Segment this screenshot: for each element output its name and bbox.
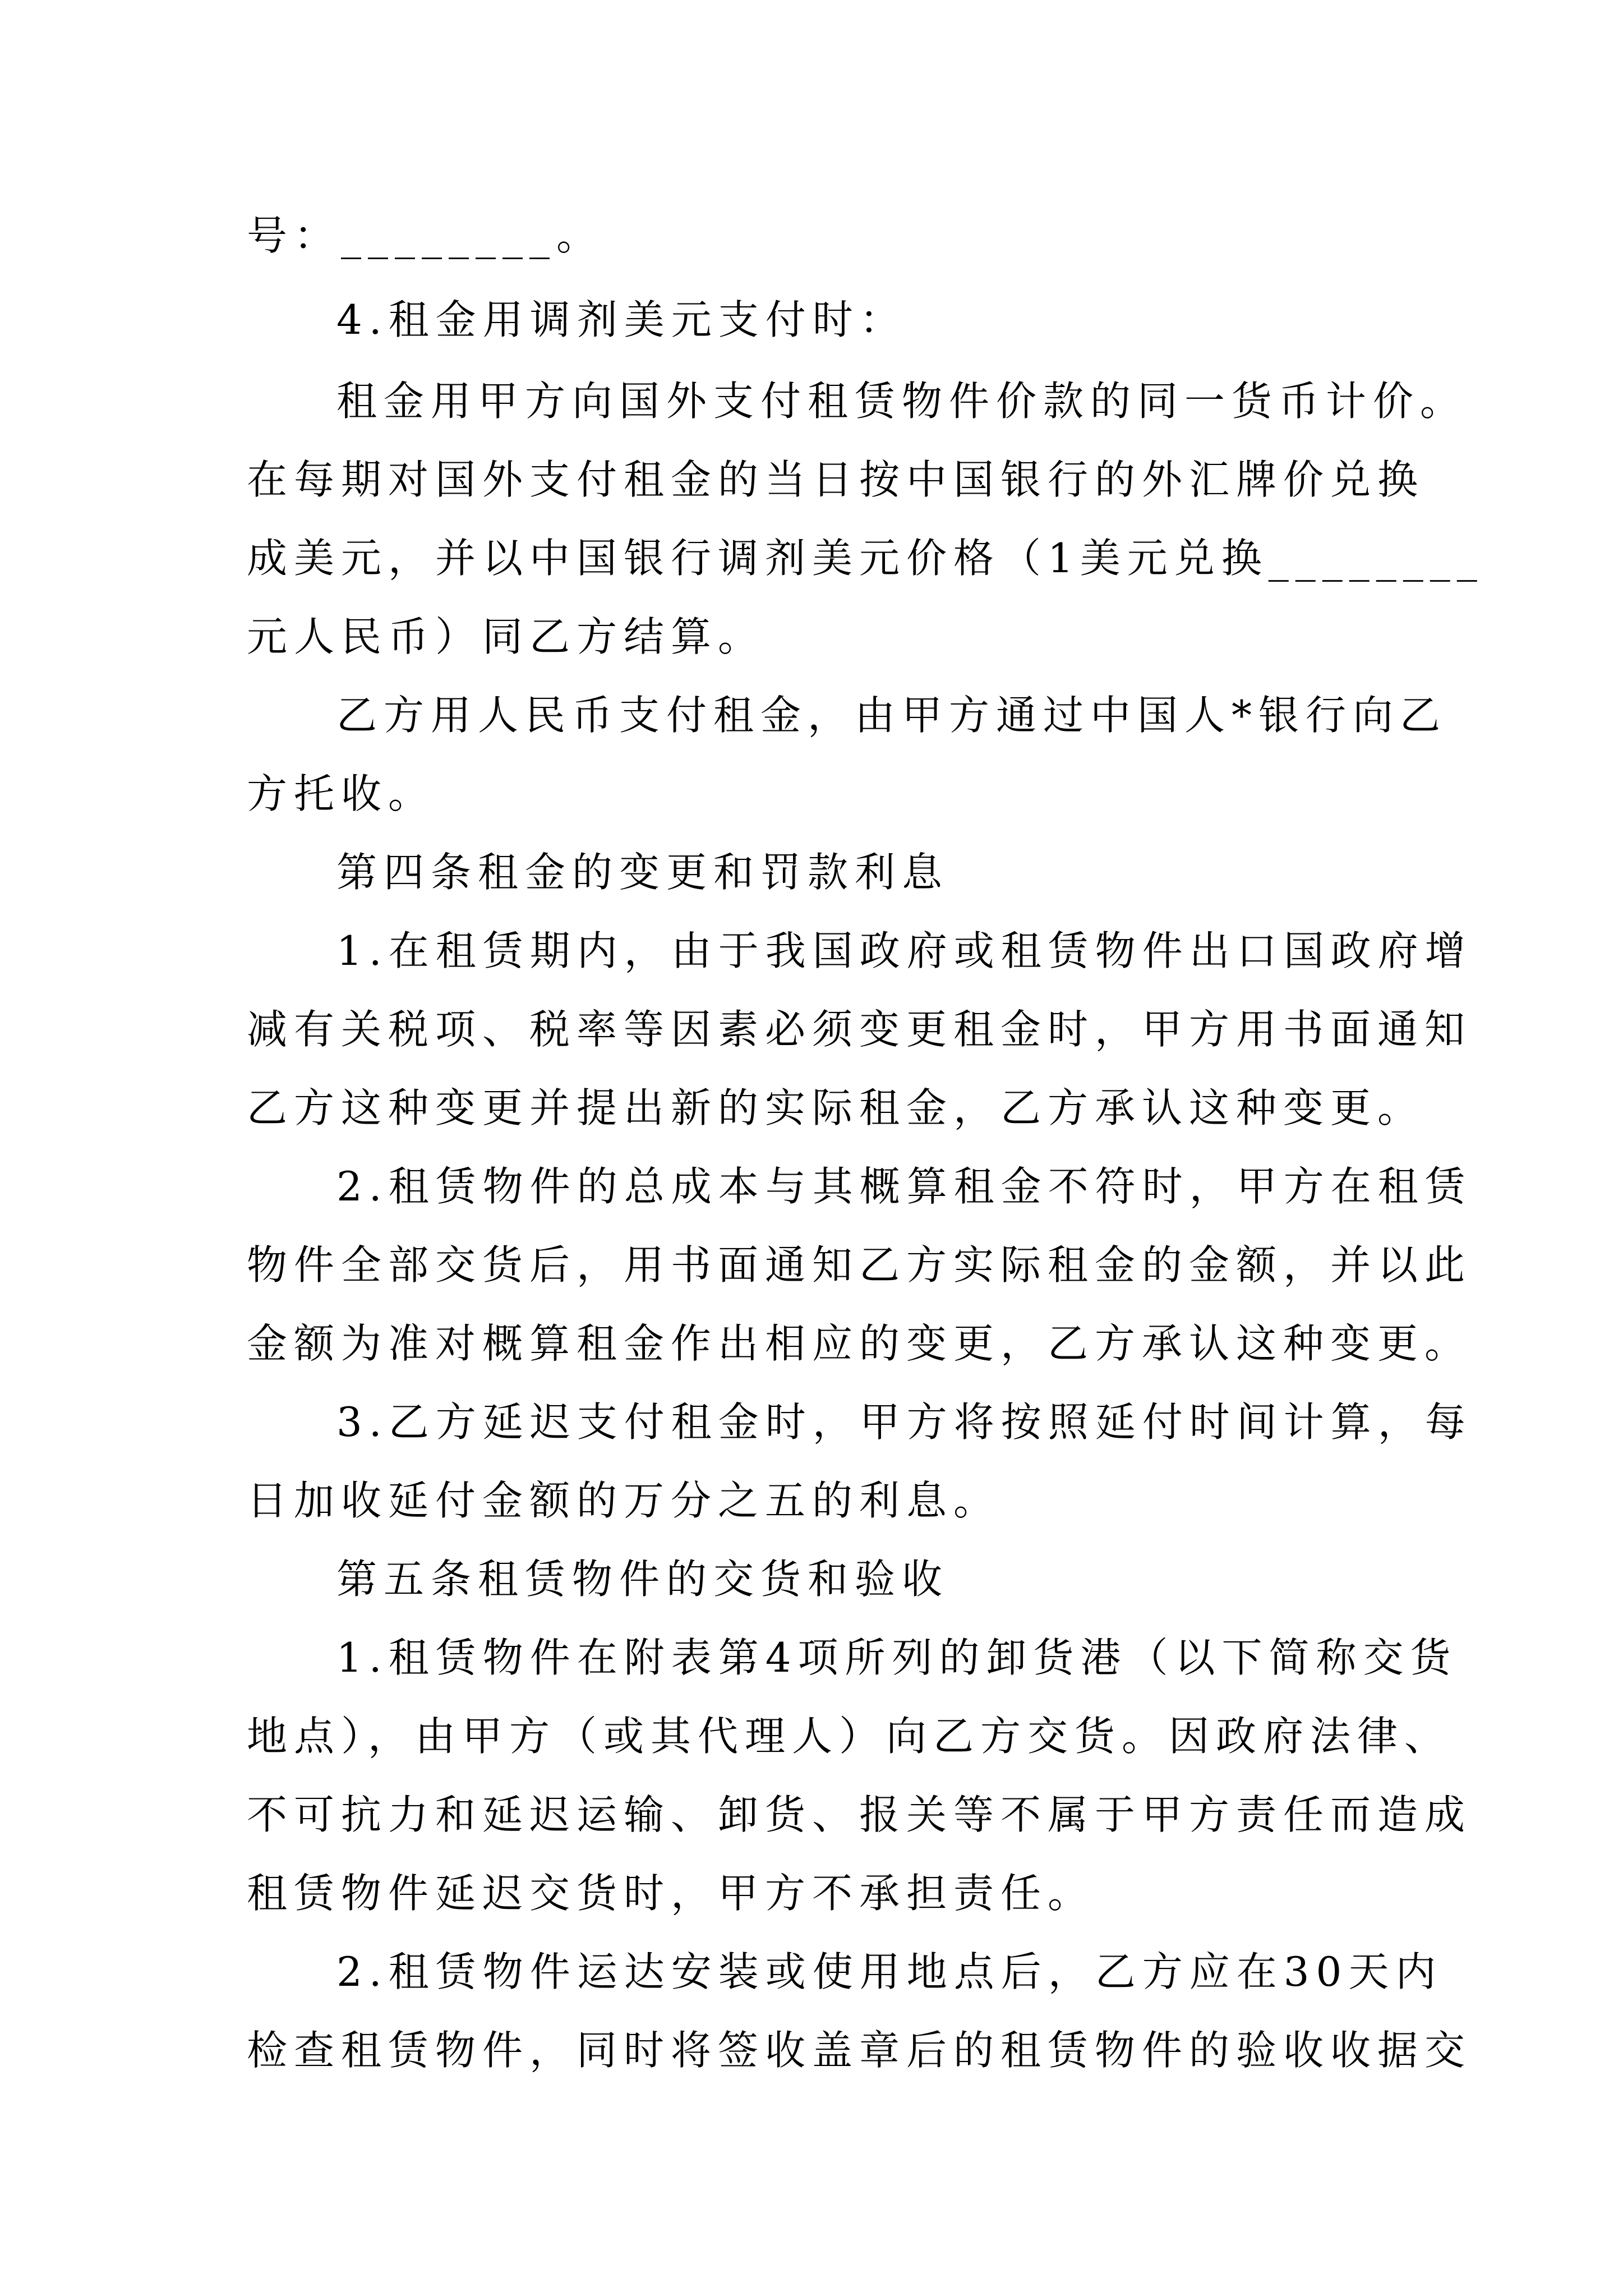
text-line: 租赁物件延迟交货时，甲方不承担责任。 (247, 1870, 1095, 1917)
text-line: 4.租金用调剂美元支付时： (336, 296, 907, 343)
text-line: 2.租赁物件运达安装或使用地点后，乙方应在30天内 (336, 1948, 1443, 1995)
text-line: 3.乙方延迟支付租金时，甲方将按照延付时间计算，每 (336, 1398, 1472, 1446)
text-line: 地点），由甲方（或其代理人）向乙方交货。因政府法律、 (247, 1713, 1452, 1760)
text-line: 乙方用人民币支付租金，由甲方通过中国人*银行向乙 (336, 692, 1447, 739)
text-line: 日加收延付金额的万分之五的利息。 (247, 1477, 1001, 1524)
text-line: 金额为准对概算租金作出相应的变更，乙方承认这种变更。 (247, 1320, 1472, 1367)
text-line: 在每期对国外支付租金的当日按中国银行的外汇牌价兑换 (247, 456, 1425, 503)
text-line: 减有关税项、税率等因素必须变更租金时，甲方用书面通知 (247, 1006, 1472, 1053)
text-line: 元人民币）同乙方结算。 (247, 613, 766, 660)
section-heading: 第五条租赁物件的交货和验收 (336, 1556, 949, 1603)
text-line: 2.租赁物件的总成本与其概算租金不符时，甲方在租赁 (336, 1163, 1472, 1210)
text-line: 1.租赁物件在附表第4项所列的卸货港（以下简称交货 (336, 1634, 1458, 1681)
text-line: 乙方这种变更并提出新的实际租金，乙方承认这种变更。 (247, 1084, 1425, 1131)
text-line: 号：________。 (247, 212, 604, 259)
text-line: 成美元，并以中国银行调剂美元价格（1美元兑换________ (247, 535, 1484, 582)
text-line: 1.在租赁期内，由于我国政府或租赁物件出口国政府增 (336, 927, 1472, 974)
text-line: 不可抗力和延迟运输、卸货、报关等不属于甲方责任而造成 (247, 1791, 1472, 1838)
text-line: 检查租赁物件，同时将签收盖章后的租赁物件的验收收据交 (247, 2027, 1472, 2074)
section-heading: 第四条租金的变更和罚款利息 (336, 849, 949, 896)
text-line: 方托收。 (247, 770, 436, 817)
text-line: 物件全部交货后，用书面通知乙方实际租金的金额，并以此 (247, 1241, 1472, 1289)
text-line: 租金用甲方向国外支付租赁物件价款的同一货币计价。 (336, 378, 1468, 425)
